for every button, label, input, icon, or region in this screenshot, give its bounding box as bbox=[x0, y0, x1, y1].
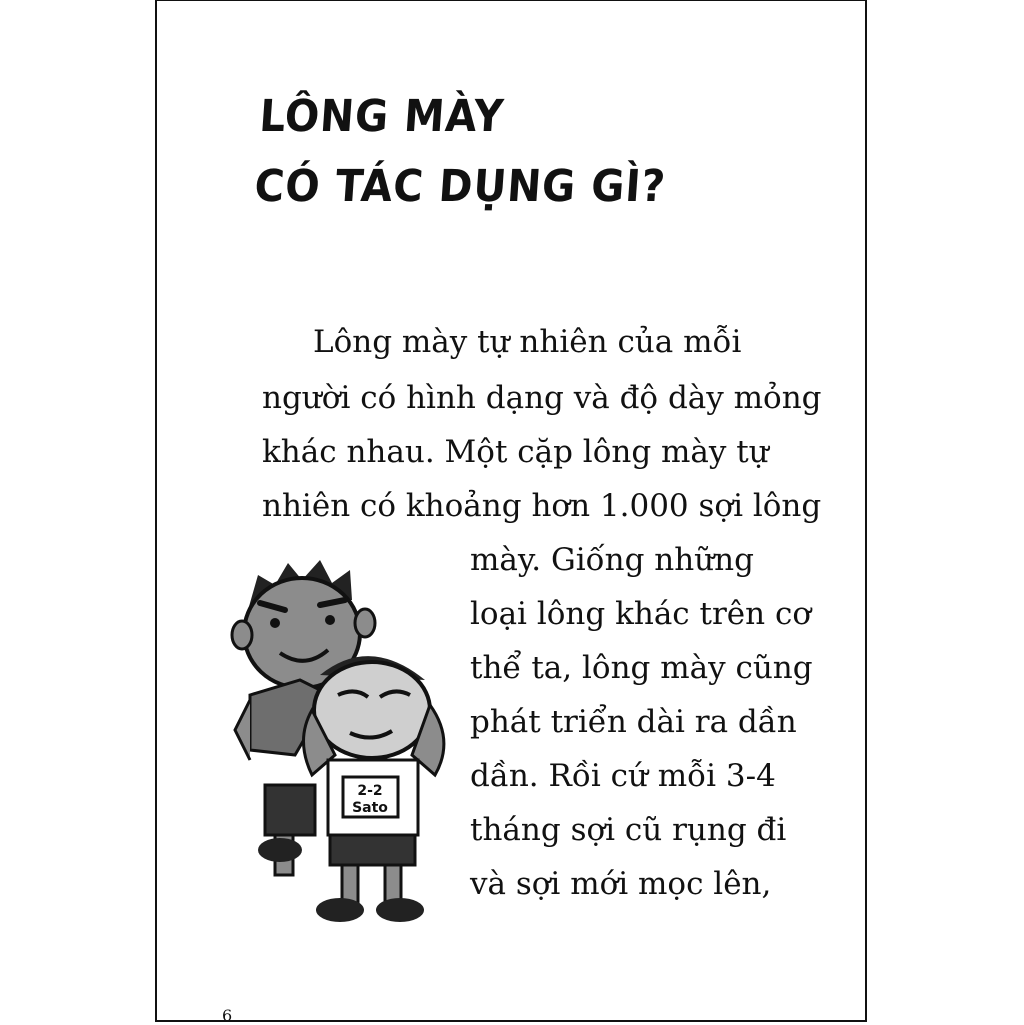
body-line-3: khác nhau. Một cặp lông mày tự bbox=[262, 434, 769, 470]
body-line-4: nhiên có khoảng hơn 1.000 sợi lông bbox=[262, 488, 822, 524]
title-line-1: LÔNG MÀY bbox=[257, 91, 506, 142]
shirt-label-line-1: 2-2 bbox=[357, 783, 383, 799]
title-line-2: CÓ TÁC DỤNG GÌ? bbox=[252, 161, 668, 212]
body-line-7: thể ta, lông mày cũng bbox=[470, 650, 813, 686]
body-line-11: và sợi mới mọc lên, bbox=[470, 866, 772, 902]
body-line-9: dần. Rồi cứ mỗi 3-4 bbox=[470, 758, 776, 794]
body-line-8: phát triển dài ra dần bbox=[470, 704, 797, 740]
shirt-label-line-2: Sato bbox=[352, 800, 388, 816]
page-number: 6 bbox=[222, 1006, 233, 1025]
body-line-2: người có hình dạng và độ dày mỏng bbox=[262, 380, 822, 416]
body-line-10: tháng sợi cũ rụng đi bbox=[470, 812, 787, 848]
short-boy bbox=[304, 656, 444, 922]
body-line-6: loại lông khác trên cơ bbox=[470, 596, 811, 632]
body-line-1: Lông mày tự nhiên của mỗi bbox=[313, 324, 742, 360]
page-title bbox=[252, 82, 673, 222]
two-boys-illustration bbox=[220, 555, 465, 930]
body-line-5: mày. Giống những bbox=[470, 542, 754, 578]
